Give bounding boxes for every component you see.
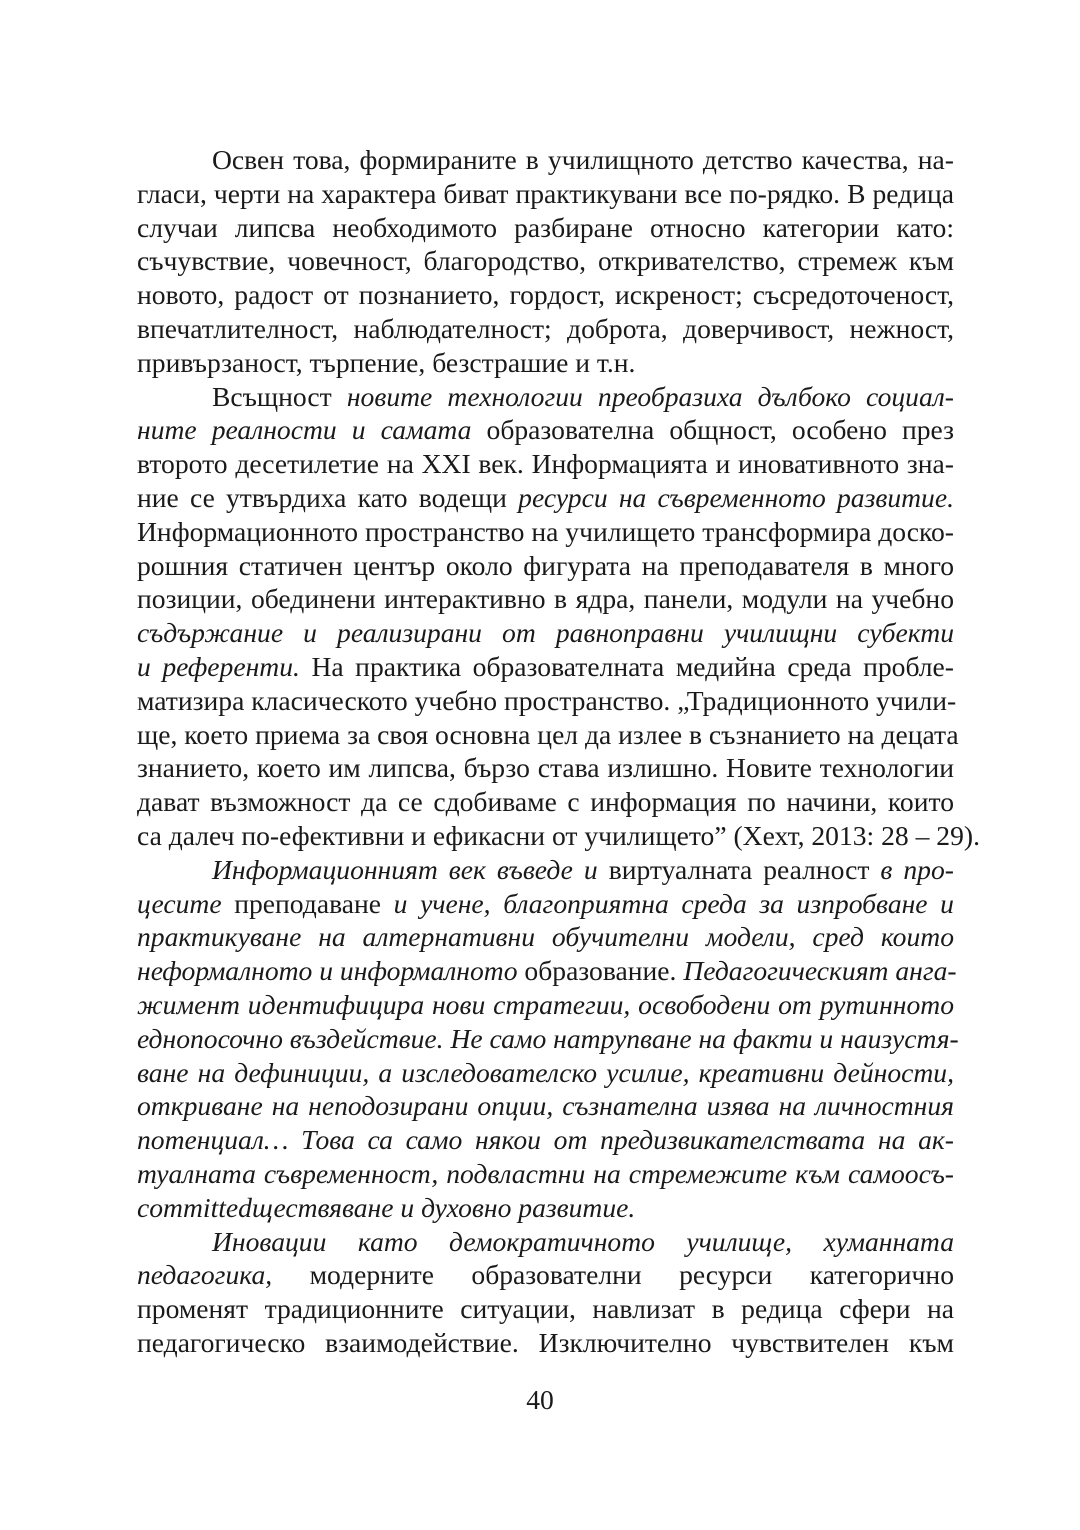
italic-segment: ресурси на съвременното развитие. <box>518 481 954 513</box>
text-line <box>137 920 954 954</box>
text-line <box>137 515 954 549</box>
italic-segment: неформалното и информалното <box>137 955 518 987</box>
italic-segment: в про- <box>880 853 954 885</box>
italic-segment: туалната съвременност, подвластни на стремежите към самоосъ- <box>137 1157 954 1189</box>
text-segment: виртуалната реалност <box>608 853 881 885</box>
text-segment: дават възможност да се сдобиваме с информация по начини, които <box>137 786 954 818</box>
text-line <box>137 278 954 312</box>
italic-segment: жимент идентифицира нови стратегии, освободени от рутинното <box>137 988 954 1020</box>
text-line <box>137 887 954 921</box>
text-line <box>137 616 954 650</box>
text-line <box>137 751 954 785</box>
text-line <box>137 1258 954 1292</box>
text-line <box>137 1225 954 1259</box>
text-segment: променят традиционните ситуации, навлизат в редица сфери на <box>137 1293 954 1325</box>
text-line <box>137 718 959 752</box>
text-line <box>137 954 957 988</box>
text-line <box>137 549 954 583</box>
text-line <box>137 650 954 684</box>
text-line <box>137 244 954 278</box>
text-segment: новото, радост от познанието, гордост, искреност; съсредоточеност, <box>137 279 954 311</box>
italic-segment: педагогика, <box>137 1259 273 1291</box>
text-segment: преподаване <box>234 887 394 919</box>
text-line <box>137 211 954 245</box>
text-line <box>137 785 954 819</box>
text-line <box>137 853 954 887</box>
text-line <box>137 481 954 515</box>
text-segment: Информационното пространство на училището трансформира доско- <box>137 515 954 547</box>
text-line <box>137 988 954 1022</box>
text-line <box>137 1292 954 1326</box>
text-line <box>137 312 954 346</box>
text-line <box>137 582 954 616</box>
text-line <box>137 177 954 211</box>
text-segment: ще, което приема за своя основна цел да излее в съзнанието на децата <box>137 718 959 750</box>
text-line <box>137 1326 954 1360</box>
text-line <box>137 413 954 447</box>
italic-segment: Иновации като демократичното училище, хуманната <box>212 1225 954 1257</box>
page-number: 40 <box>526 1384 554 1415</box>
text-segment: образователна общност, особено през <box>471 414 955 446</box>
text-segment: ние се утвърдиха като водещи <box>137 481 519 513</box>
italic-segment: ните реалности и самата <box>137 414 472 446</box>
text-segment: са далеч по-ефективни и ефикасни от училището” (Хехт, 2013: 28 – 29). <box>137 819 980 851</box>
text-segment: На практика образователната медийна среда пробле- <box>299 650 954 682</box>
text-line <box>137 819 980 853</box>
text-segment: модерните образователни ресурси категорично <box>272 1259 954 1291</box>
italic-segment: еднопосочно въздействие. Не само натрупване на факти и наизустя- <box>137 1022 959 1054</box>
text-segment: Всъщност <box>212 380 347 412</box>
text-line <box>137 346 954 380</box>
text-segment: позиции, обединени интерактивно в ядра, панели, модули на учебно <box>137 583 954 615</box>
text-segment: педагогическо взаимодействие. Изключително чувствителен към <box>137 1326 954 1358</box>
italic-segment: и учене, благоприятна среда за изпробване и <box>393 887 954 919</box>
italic-segment: ване на дефиниции, а изследователско усилие, креативни дейности, <box>137 1056 954 1088</box>
italic-segment: и референти. <box>137 650 300 682</box>
body-text <box>137 143 980 1360</box>
text-segment: матизира класическото учебно пространство. „Традиционното учили- <box>137 684 957 716</box>
italic-segment: откриване на неподозирани опции, съзнателна изява на личностния <box>137 1090 954 1122</box>
text-segment: образование. <box>517 955 684 987</box>
italic-segment: съдържание и реализирани от равноправни училищни субекти <box>137 617 954 649</box>
text-segment: Освен това, формираните в училищното детство качества, на- <box>212 144 954 175</box>
italic-segment: Информационният век въведе и <box>212 853 609 885</box>
italic-segment: потенциал… Това са само някои от предизвикателствата на ак- <box>137 1124 954 1156</box>
text-segment: случаи липсва необходимото разбиране относно категории като: <box>137 211 954 243</box>
text-line <box>137 1191 954 1225</box>
text-line <box>137 1056 954 1090</box>
text-line <box>137 684 957 718</box>
italic-segment: новите технологии преобразиха дълбоко социал- <box>346 380 955 412</box>
text-segment: привързаност, търпение, безстрашие и т.н. <box>137 346 636 378</box>
text-line <box>137 1089 954 1123</box>
text-line <box>137 1157 954 1191</box>
italic-segment: committedществяване и духовно развитие. <box>137 1191 636 1223</box>
italic-segment: Педагогическият анга- <box>683 955 957 987</box>
text-segment: второто десетилетие на XXI век. Информацията и иновативното зна- <box>137 448 954 480</box>
text-line <box>137 447 954 481</box>
text-line <box>137 143 954 177</box>
text-segment: знанието, което им липсва, бързо става излишно. Новите технологии <box>137 752 954 784</box>
text-segment: впечатлителност, наблюдателност; доброта, доверчивост, нежност, <box>137 312 954 344</box>
text-line <box>137 1123 954 1157</box>
text-segment: рошния статичен център около фигурата на преподавателя в много <box>137 549 954 581</box>
text-segment: съчувствие, човечност, благородство, откривателство, стремеж към <box>137 245 954 277</box>
italic-segment: практикуване на алтернативни обучителни модели, сред които <box>137 921 954 953</box>
text-segment: гласи, черти на характера биват практикувани все по-рядко. В редица <box>137 177 954 209</box>
italic-segment: цесите <box>137 887 235 919</box>
text-line <box>137 1022 959 1056</box>
text-line <box>137 380 954 414</box>
